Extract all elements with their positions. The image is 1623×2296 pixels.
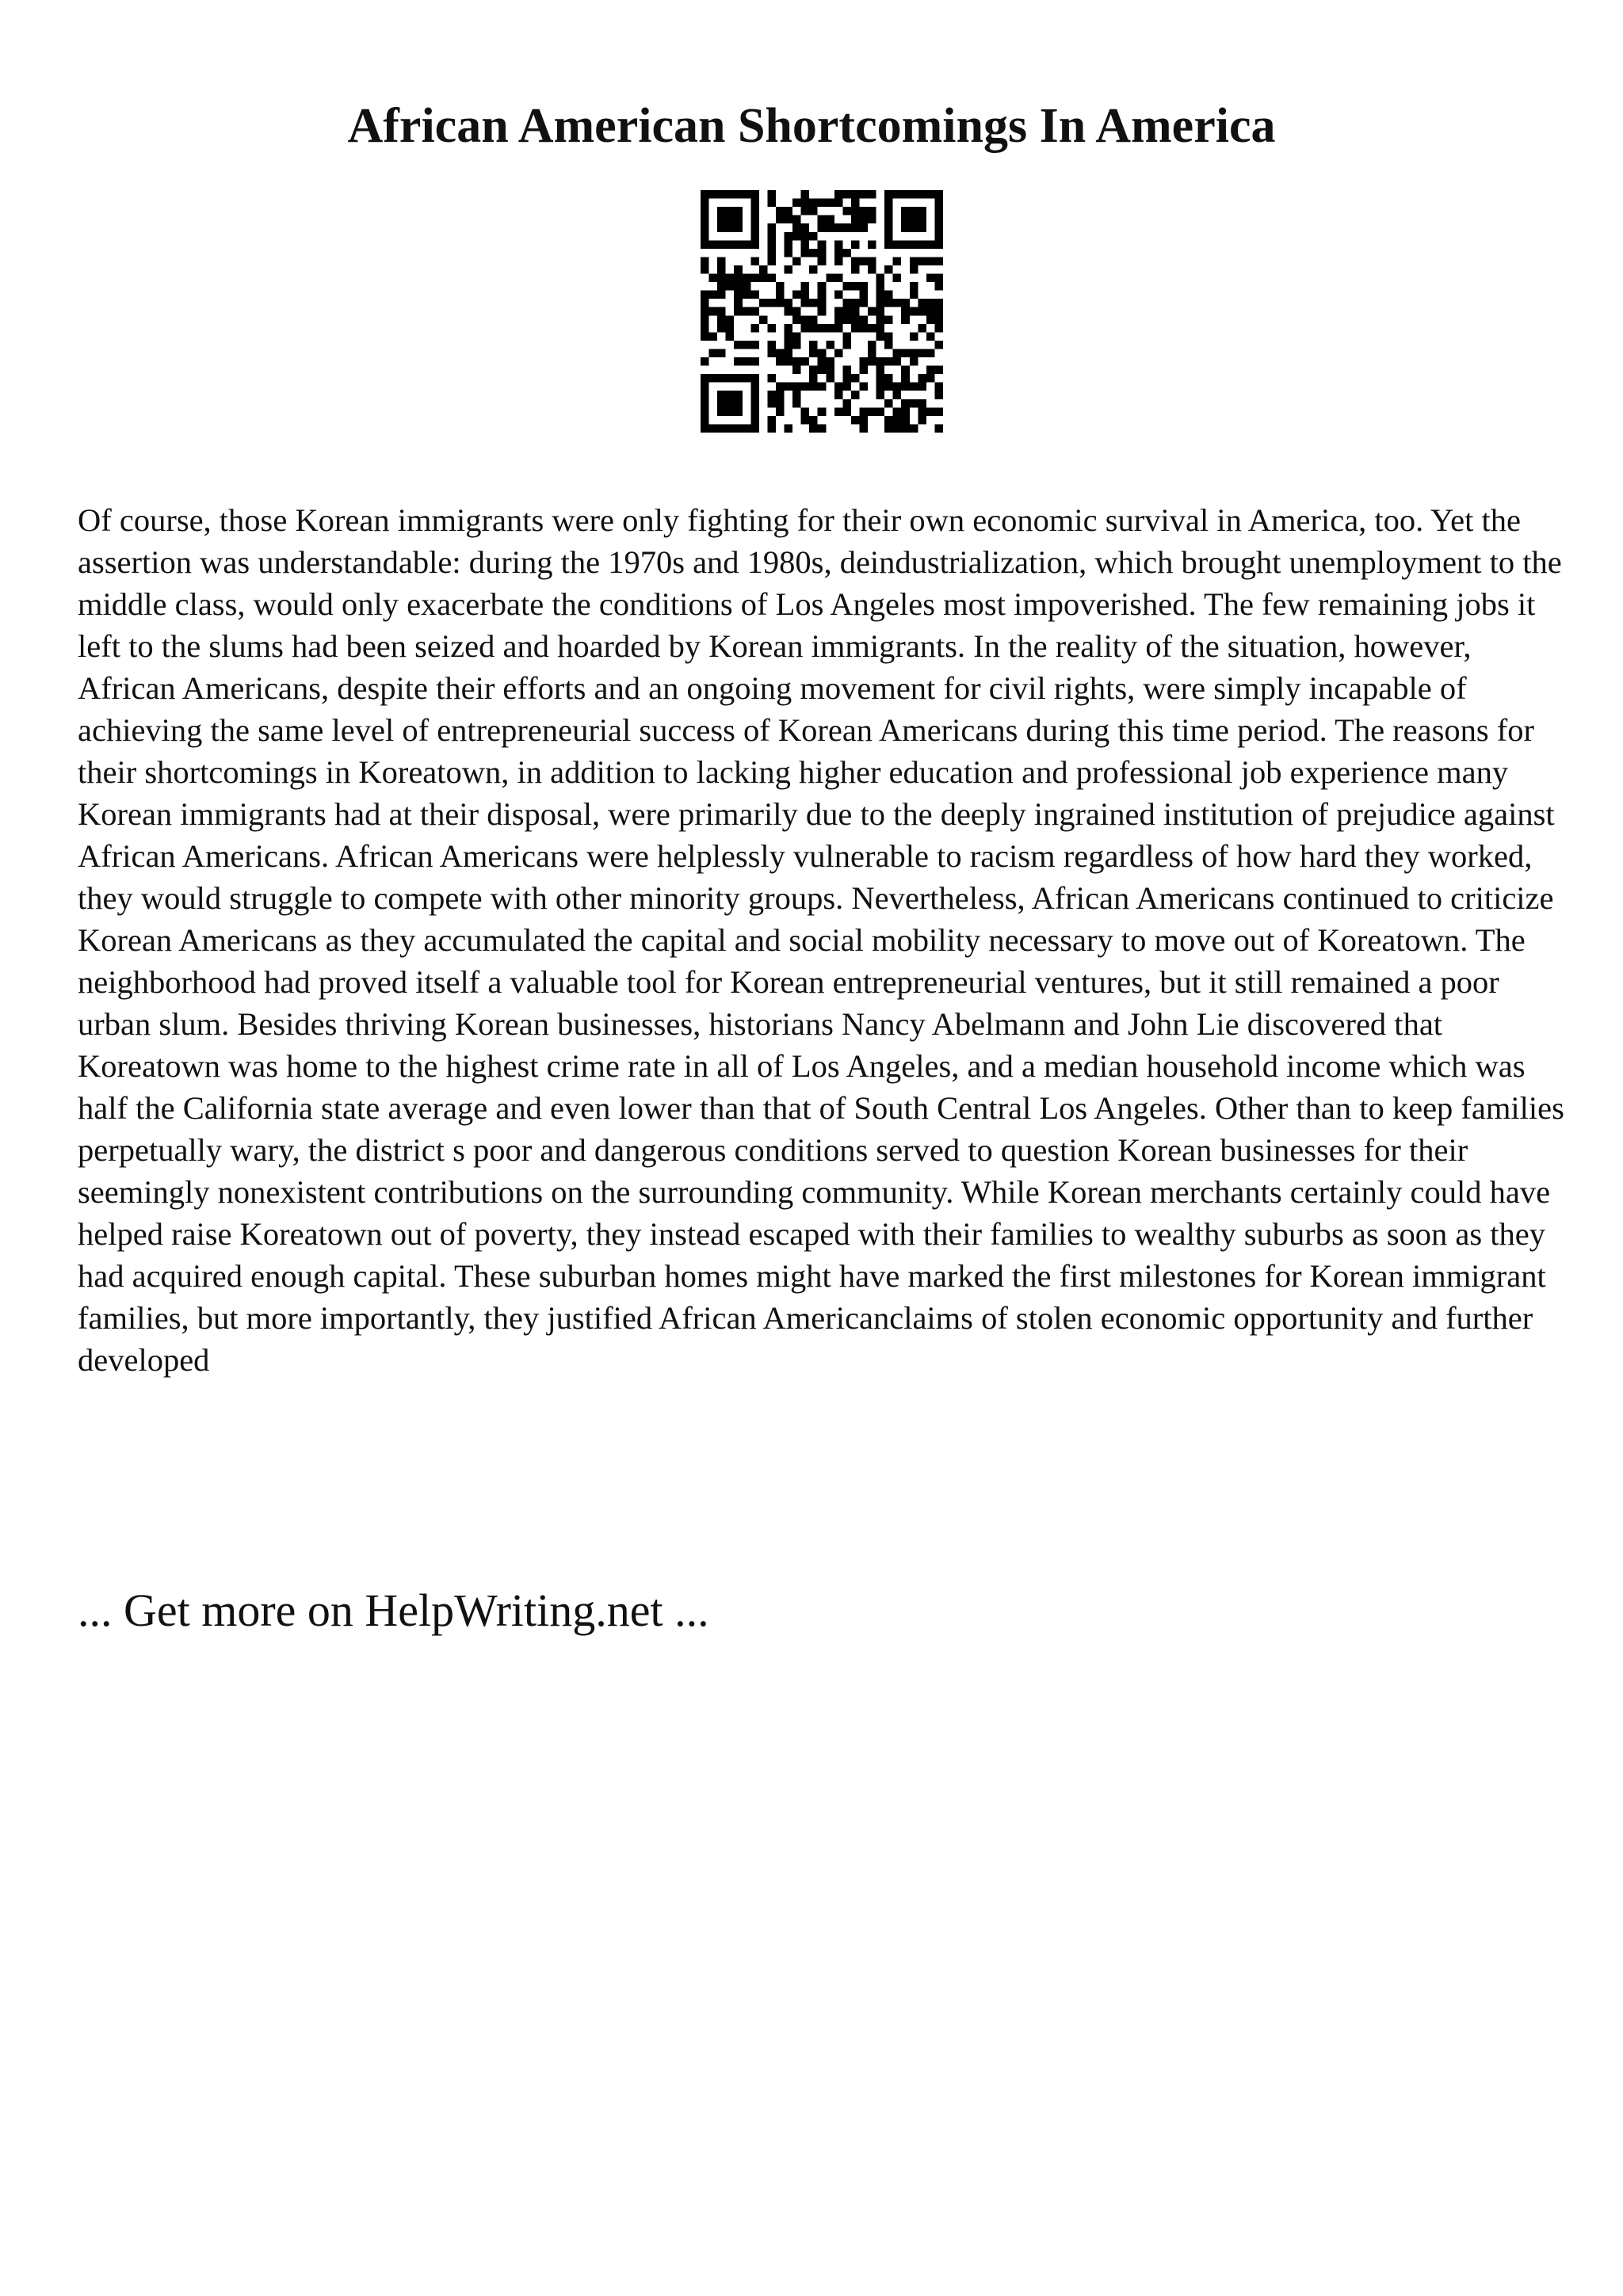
page-title: African American Shortcomings In America [347, 99, 1276, 153]
qr-code-icon [701, 190, 943, 433]
get-more-link[interactable]: ... Get more on HelpWriting.net ... [78, 1585, 709, 1636]
body-paragraph: Of course, those Korean immigrants were only fighting for their own economic survival in America, too. Yet the assertion was understandable: during the 1970s and 1980s, deindustrialization, which brought unemployment to the middle class, would only exacerbate the conditions of Los Angeles most impoverished. The few remaining jobs it left to the slums had been seized and hoarded by Korean immigrants. In the reality of the situation, however, African Americans, despite their efforts and an ongoing movement for civil rights, were simply incapable of achieving the same level of entrepreneurial success of Korean Americans during this time period. The reasons for their shortcomings in Koreatown, in addition to lacking higher education and professional job experience many Korean immigrants had at their disposal, were primarily due to the deeply ingrained institution of prejudice against African Americans. African Americans were helplessly vulnerable to racism regardless of how hard they worked, they would struggle to compete with other minority groups. Nevertheless, African Americans continued to criticize Korean Americans as they accumulated the capital and social mobility necessary to move out of Koreatown. The neighborhood had proved itself a valuable tool for Korean entrepreneurial ventures, but it still remained a poor urban slum. Besides thriving Korean businesses, historians Nancy Abelmann and John Lie discovered that Koreatown was home to the highest crime rate in all of Los Angeles, and a median household income which was half the California state average and even lower than that of South Central Los Angeles. Other than to keep families perpetually wary, the district s poor and dangerous conditions served to question Korean businesses for their seemingly nonexistent contributions on the surrounding community. While Korean merchants certainly could have helped raise Koreatown out of poverty, they instead escaped with their families to wealthy suburbs as soon as they had acquired enough capital. These suburban homes might have marked the first milestones for Korean immigrant families, but more importantly, they justified African Americanclaims of stolen economic opportunity and further developed [78, 502, 1564, 1378]
